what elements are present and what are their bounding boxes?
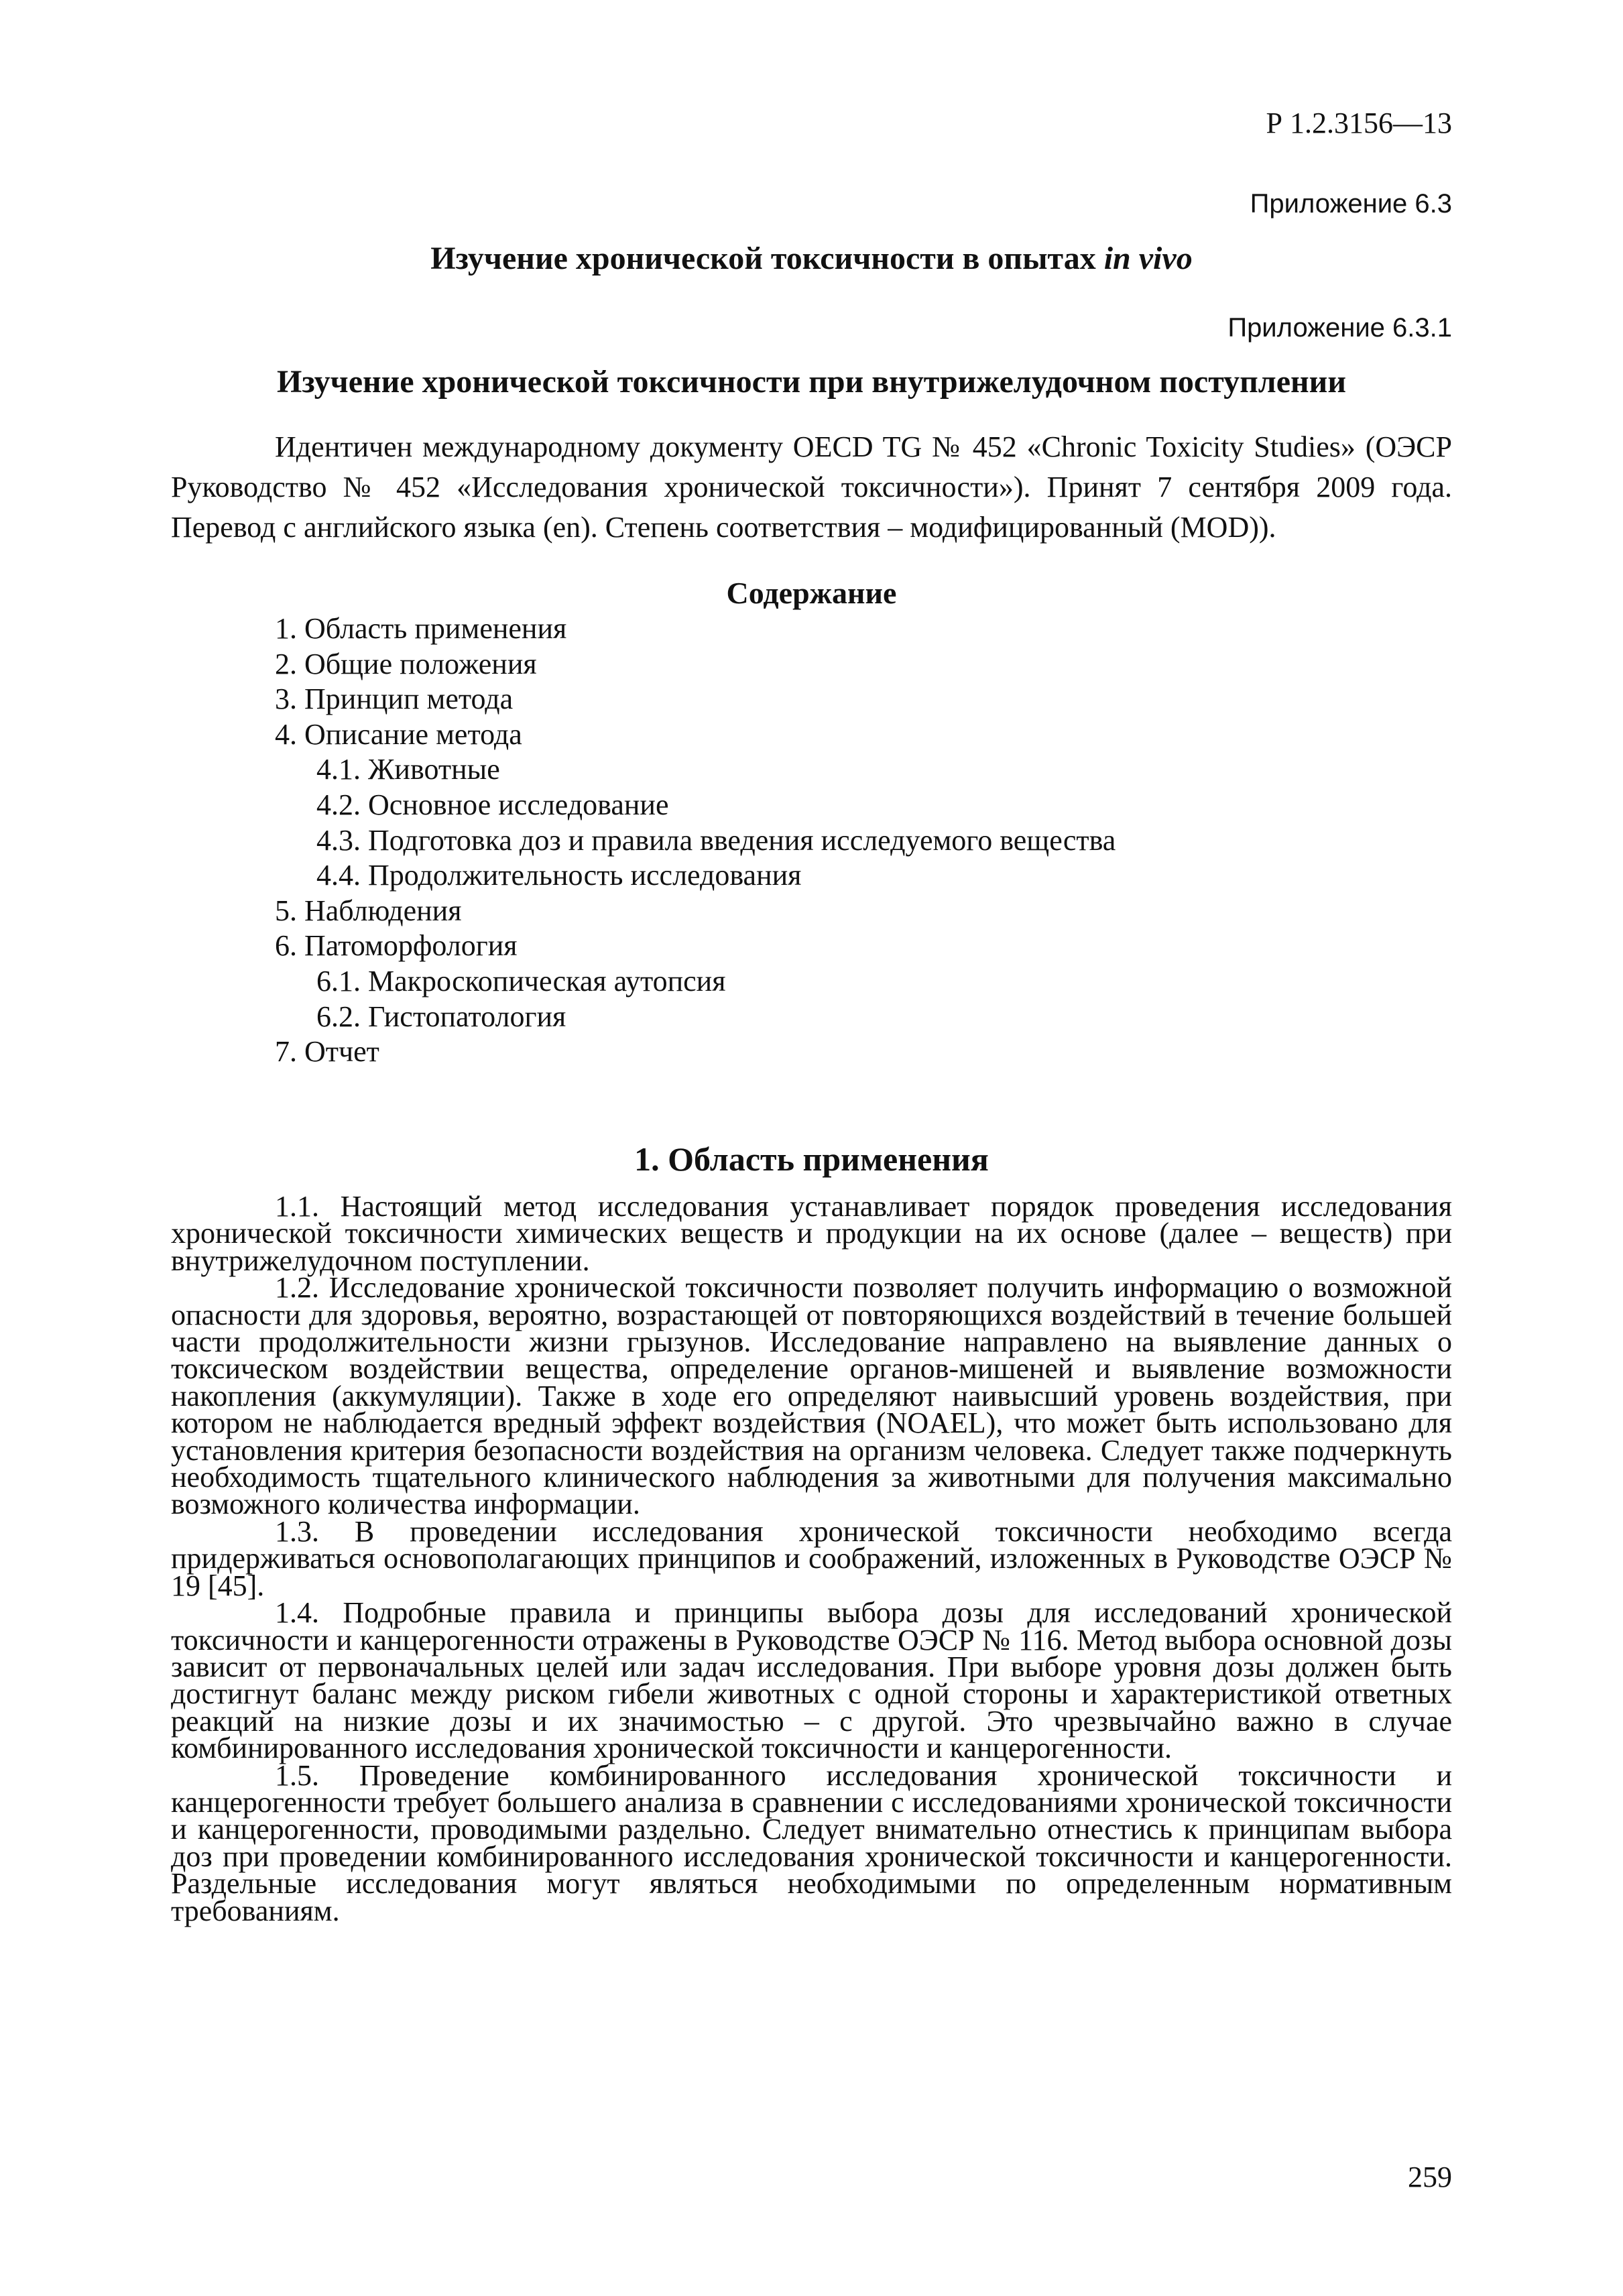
toc-item: 1. Область применения xyxy=(275,612,567,645)
document-code: Р 1.2.3156—13 xyxy=(1266,107,1452,139)
page-number: 259 xyxy=(1408,2161,1452,2193)
section-heading: 1. Область применения xyxy=(634,1140,989,1178)
appendix-label-main: Приложение 6.3 xyxy=(1250,189,1452,219)
section-paragraph: 1.3. В проведении исследования хронической токсичности необходимо всегда придерживаться основополагающих принципов и соображений, изложенных в Руководстве ОЭСР № 19 [45]. xyxy=(171,1514,1452,1602)
section-paragraph: 1.2. Исследование хронической токсичности позволяет получить информацию о возможной опасности для здоровья, вероятно, возрастающей от повторяющихся воздействий в течение большей части продолжительности жизни грызунов. Исследование направлено на выявление данных о токсическом воздействии вещества, определение органов-мишеней и выявление возможности накопления (аккумуляции). Также в ходе его определяют наивысший уровень воздействия, при котором не наблюдается вредный эффект воздействия (NOAEL), что может быть использовано для установления критерия безопасности воздействия на организм человека. Следует также подчеркнуть необходимость тщательного клинического наблюдения за животными для получения максимально возможного количества информации. xyxy=(171,1271,1452,1521)
toc-subitem: 4.4. Продолжительность исследования xyxy=(316,859,802,892)
toc-subitem: 4.3. Подготовка доз и правила введения исследуемого вещества xyxy=(316,823,1116,857)
appendix-label-sub: Приложение 6.3.1 xyxy=(1227,313,1452,343)
section-paragraph: 1.4. Подробные правила и принципы выбора дозы для исследований хронической токсичности и канцерогенности отражены в Руководстве ОЭСР № 116. Метод выбора основной дозы зависит от первоначальных целей или задач исследования. При выборе уровня дозы должен быть достигнут баланс между риском гибели животных с одной стороны и характеристикой ответных реакций на низкие дозы и их значимостью – с другой. Это чрезвычайно важно в случае комбинированного исследования хронической токсичности и канцерогенности. xyxy=(171,1596,1452,1765)
toc-subitem: 6.1. Макроскопическая аутопсия xyxy=(316,964,726,998)
page-title-italic: in vivo xyxy=(1103,241,1193,276)
toc-subitem: 6.2. Гистопатология xyxy=(316,1000,566,1033)
toc-item: 5. Наблюдения xyxy=(275,894,462,927)
intro-block xyxy=(171,427,1452,548)
toc-item: 3. Принцип метода xyxy=(275,682,514,716)
table-of-contents xyxy=(275,611,1116,1070)
section-paragraph: 1.5. Проведение комбинированного исследования хронической токсичности и канцерогенности требует большего анализа в сравнении с исследованиями хронической токсичности и канцерогенности, проводимыми раздельно. Следует внимательно отнестись к принципам выбора доз при проведении комбинированного исследования хронической токсичности и канцерогенности. Раздельные исследования могут являться необходимыми по определенным нормативным требованиям. xyxy=(171,1758,1452,1927)
page-title-text: Изучение хронической токсичности в опытах xyxy=(430,241,1104,276)
subtitle: Изучение хронической токсичности при внутрижелудочном поступлении xyxy=(277,364,1346,400)
toc-item: 7. Отчет xyxy=(275,1035,379,1069)
intro-paragraph: Идентичен международному документу OECD TG № 452 «Chronic Toxicity Studies» (ОЭСР Руководство № 452 «Исследования хронической токсичности»). Принят 7 сентября 2009 года. Перевод с английского языка (en). Степень соответствия – модифицированный (MOD)). xyxy=(171,430,1452,544)
toc-subitem: 4.1. Животные xyxy=(316,753,500,786)
toc-subitem: 4.2. Основное исследование xyxy=(316,788,669,821)
toc-item: 2. Общие положения xyxy=(275,647,537,680)
section-body xyxy=(171,1190,1452,1927)
contents-heading: Содержание xyxy=(726,576,897,610)
page-title xyxy=(171,240,1452,277)
toc-item: 4. Описание метода xyxy=(275,717,522,751)
toc-item: 6. Патоморфология xyxy=(275,929,518,963)
section-paragraph: 1.1. Настоящий метод исследования устанавливает порядок проведения исследования хронической токсичности химических веществ и продукции на их основе (далее – веществ) при внутрижелудочном поступлении. xyxy=(171,1190,1452,1277)
